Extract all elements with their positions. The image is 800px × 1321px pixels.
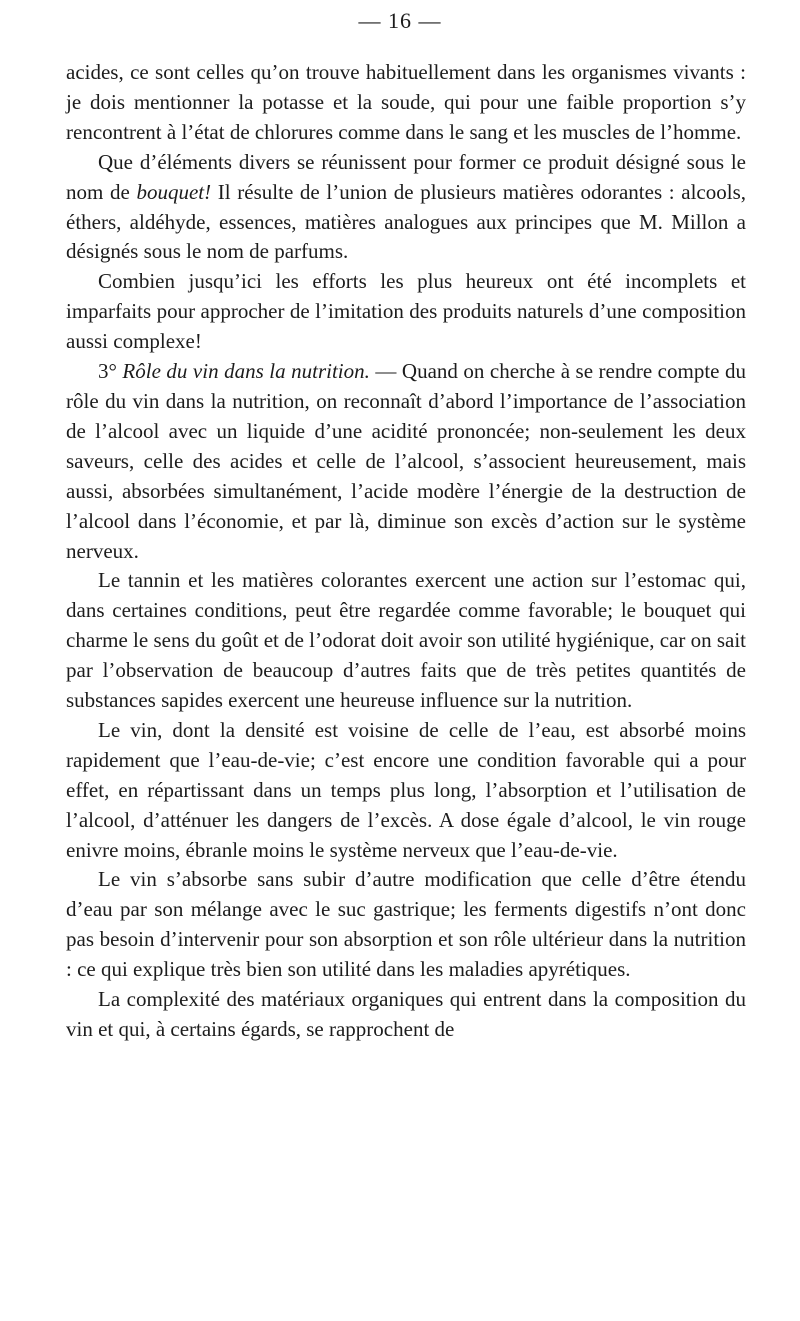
paragraph-2-italic-term: bouquet! bbox=[136, 179, 212, 204]
paragraph-3: Combien jusqu’ici les efforts les plus heureux ont été incomplets et imparfaits pour approcher de l’imitation des produits naturels d’une composition aussi complexe! bbox=[66, 269, 746, 354]
paragraph-4-text: — Quand on cherche à se rendre compte du rôle du vin dans la nutrition, on reconnaît d’abord l’importance de l’association de l’alcool avec un liquide d’une acidité prononcée; non-seulement les deux saveurs, celle des acides et celle de l’alcool, s’associent heureusement, mais aussi, absorbées simultanément, l’acide modère l’énergie de la destruction de l’alcool dans l’économie, et par là, diminue son excès d’action sur le système nerveux. bbox=[66, 359, 747, 563]
paragraph-8: La complexité des matériaux organiques qui entrent dans la composition du vin et qui, à certains égards, se rapprochent de bbox=[66, 987, 746, 1041]
paragraph-5: Le tannin et les matières colorantes exercent une action sur l’estomac qui, dans certaines conditions, peut être regardée comme favorable; le bouquet qui charme le sens du goût et de l’odorat doit avoir son utilité hygiénique, car on sait par l’observation de beaucoup d’autres faits que de très petites quantités de substances sapides exercent une heureuse influence sur la nutrition. bbox=[66, 568, 746, 713]
paragraph-6: Le vin, dont la densité est voisine de celle de l’eau, est absorbé moins rapidement que l’eau-de-vie; c’est encore une condition favorable qui a pour effet, en répartissant dans un temps plus long, l’absorption et l’utilisation de l’alcool, d’atténuer les dangers de l’excès. A dose égale d’alcool, le vin rouge enivre moins, ébranle moins le système nerveux que l’eau-de-vie. bbox=[66, 717, 746, 862]
section-number: 3° bbox=[98, 359, 123, 384]
paragraph-2-text-start: Que d’éléments divers se réunissent pour former ce produit désigné sous le nom de bbox=[66, 149, 746, 204]
page-number: — 16 — bbox=[358, 8, 442, 33]
paragraph-4 bbox=[66, 357, 746, 566]
body-text bbox=[66, 58, 746, 1045]
paragraph-7: Le vin s’absorbe sans subir d’autre modification que celle d’être étendu d’eau par son mélange avec le suc gastrique; les ferments digestifs n’ont donc pas besoin d’intervenir pour son absorption et son rôle ultérieur dans la nutrition : ce qui explique très bien son utilité dans les maladies apyrétiques. bbox=[66, 867, 746, 982]
paragraph-1: acides, ce sont celles qu’on trouve habituellement dans les organismes vivants : je dois mentionner la potasse et la soude, qui pour une faible proportion s’y rencontrent à l’état de chlorures comme dans le sang et les muscles de l’homme. bbox=[66, 60, 746, 144]
paragraph-2-text-end: Il résulte de l’union de plusieurs matières odorantes : alcools, éthers, aldéhyde, essences, matières analogues aux principes que M. Millon a désignés sous le nom de parfums. bbox=[66, 179, 747, 264]
section-heading: Rôle du vin dans la nutrition. bbox=[122, 359, 370, 384]
paragraph-2 bbox=[66, 148, 746, 268]
